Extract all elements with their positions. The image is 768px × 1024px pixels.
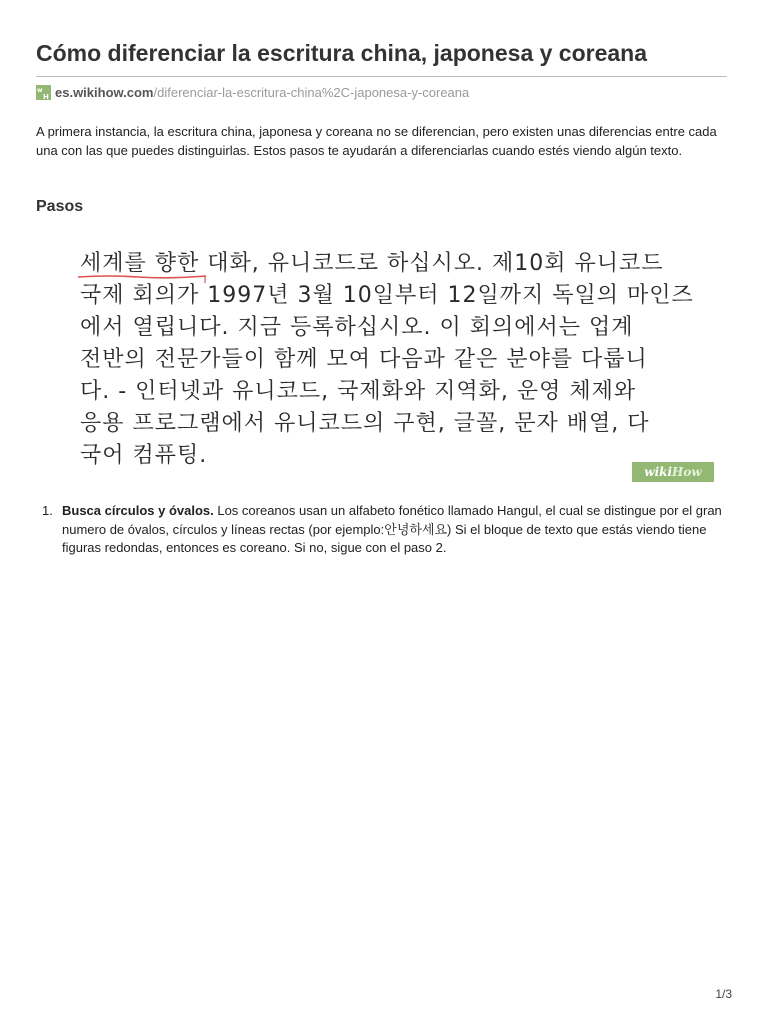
title-divider [36, 76, 727, 77]
watermark-wiki: wiki [644, 465, 673, 479]
svg-text:H: H [43, 92, 49, 100]
source-path[interactable]: /diferenciar-la-escritura-china%2C-japonesa-y-coreana [153, 84, 470, 100]
step-number: 1. [42, 503, 53, 518]
page-counter: 1/3 [715, 987, 732, 1001]
korean-text-line: 국제 회의가 1997년 3월 10일부터 12일까지 독일의 마인즈 [80, 283, 694, 308]
section-heading: Pasos [36, 198, 84, 215]
korean-text-line: 응용 프로그램에서 유니코드의 구현, 글꼴, 문자 배열, 다 [80, 411, 650, 436]
korean-text-line: 에서 열립니다. 지금 등록하십시오. 이 회의에서는 업계 [80, 315, 634, 340]
watermark-how: How [672, 465, 702, 479]
korean-text-line: 전반의 전문가들이 함께 모여 다음과 같은 분야를 다룹니 [80, 347, 648, 372]
source-domain[interactable]: es.wikihow.com [55, 84, 154, 100]
steps-list [36, 502, 728, 558]
step-image [62, 236, 714, 482]
korean-text-line: 다. - 인터넷과 유니코드, 국제화와 지역화, 운영 체제와 [80, 379, 637, 404]
wikihow-watermark [632, 462, 714, 482]
source-line [36, 83, 469, 101]
step-text: Los coreanos usan un alfabeto fonético llamado Hangul, el cual se distingue por el gran numero de óvalos, círculos y líneas rectas (por ejemplo:안녕하세요) Si el bloque de texto que estás viendo tiene figuras redondas, entonces es coreano. Si no, sigue con el paso 2. [62, 503, 722, 555]
korean-text-line: 국어 컴퓨팅. [80, 443, 208, 468]
korean-text-line: 세계를 향한 대화, 유니코드로 하십시오. 제10회 유니코드 [80, 251, 664, 276]
wikihow-favicon-icon [36, 85, 51, 100]
intro-paragraph: A primera instancia, la escritura china, japonesa y coreana no se diferencian, pero existen unas diferencias entre cada una con las que puedes distinguirlas. Estos pasos te ayudarán a diferenciarlas cuando estés viendo algún texto. [36, 124, 717, 158]
step-title: Busca círculos y óvalos. [62, 503, 214, 518]
page-title: Cómo diferenciar la escritura china, japonesa y coreana [36, 40, 648, 66]
svg-text:w: w [37, 86, 43, 94]
step-item [36, 502, 728, 558]
